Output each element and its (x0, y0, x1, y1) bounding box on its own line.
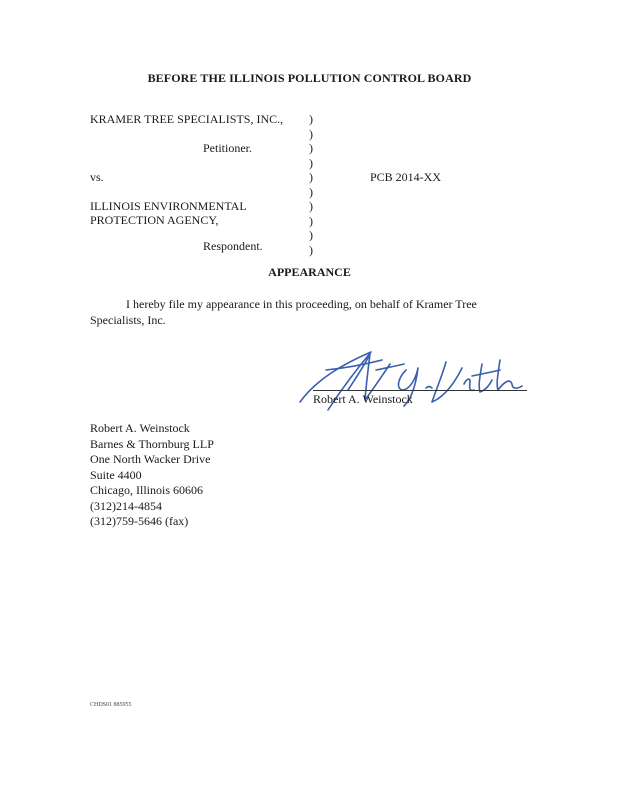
signer-name: Robert A. Weinstock (313, 392, 413, 406)
caption-paren: ) (309, 155, 313, 170)
address-line: Robert A. Weinstock (90, 421, 190, 435)
address-line: (312)759-5646 (fax) (90, 514, 189, 528)
caption-paren: ) (309, 199, 313, 213)
respondent-name-line2: PROTECTION AGENCY, (90, 213, 219, 227)
caption-paren-column (309, 112, 317, 257)
caption-paren: ) (309, 213, 313, 228)
document-id: CHDS01 885955 (90, 702, 132, 708)
caption-paren: ) (309, 170, 313, 184)
appearance-statement-text: I hereby file my appearance in this proceeding, on behalf of Kramer Tree Specialists, Inc. (90, 297, 477, 327)
respondent-role: Respondent. (203, 239, 263, 253)
versus-label: vs. (90, 170, 104, 184)
address-line: Chicago, Illinois 60606 (90, 483, 203, 497)
petitioner-name: KRAMER TREE SPECIALISTS, INC., (90, 112, 284, 126)
address-line: Barnes & Thornburg LLP (90, 436, 214, 451)
document-heading: BEFORE THE ILLINOIS POLLUTION CONTROL BOARD (147, 71, 472, 85)
appearance-statement (90, 296, 530, 328)
caption-paren: ) (309, 228, 313, 242)
caption-paren: ) (309, 242, 313, 257)
handwritten-signature-image (286, 340, 536, 420)
attorney-address-block (90, 421, 214, 530)
address-line: Suite 4400 (90, 467, 142, 482)
caption-paren: ) (309, 184, 313, 199)
address-line: (312)214-4854 (90, 498, 162, 513)
petitioner-role: Petitioner. (203, 141, 252, 155)
address-line: One North Wacker Drive (90, 452, 211, 466)
appearance-title: APPEARANCE (268, 265, 351, 279)
signature-line (313, 390, 527, 391)
caption-paren: ) (309, 112, 313, 126)
caption-paren: ) (309, 126, 313, 141)
case-number: PCB 2014-XX (370, 170, 442, 184)
respondent-name-line1: ILLINOIS ENVIRONMENTAL (90, 199, 247, 213)
caption-paren: ) (309, 141, 313, 155)
